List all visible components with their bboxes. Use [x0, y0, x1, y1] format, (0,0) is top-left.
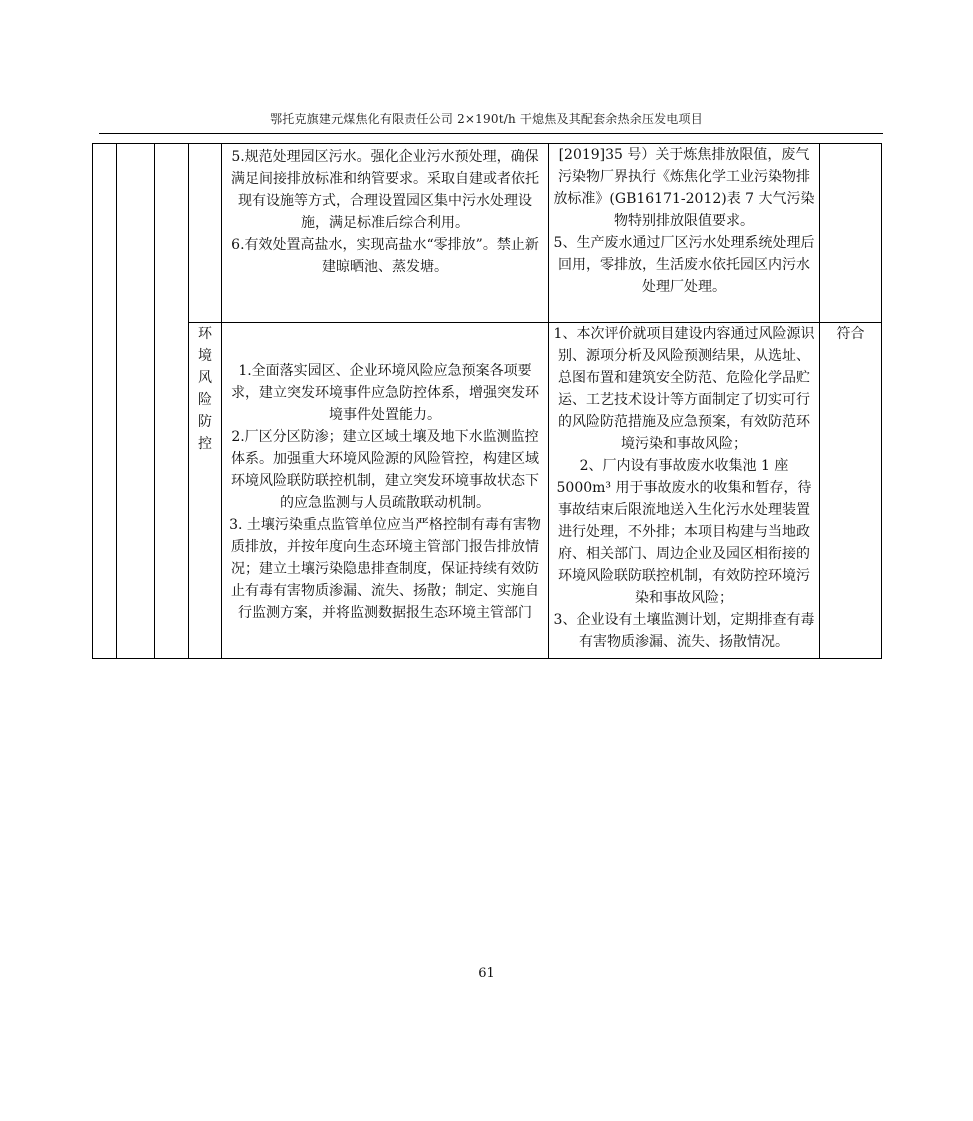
requirement-item: 5.规范处理园区污水。强化企业污水预处理，确保满足间接排放标准和纳管要求。采取自建或者依托现有设施等方式，合理设置园区集中污水处理设施，满足标准后综合利用。: [231, 149, 539, 231]
category-cell: [189, 144, 222, 323]
category-char: 境: [198, 348, 212, 364]
requirement-cell: [222, 323, 549, 659]
page-number: 61: [478, 966, 495, 981]
blank-col-1: [93, 144, 117, 659]
category-char: 险: [198, 392, 212, 408]
requirement-item: 6.有效处置高盐水，实现高盐水“零排放”。禁止新建晾晒池、蒸发塘。: [231, 237, 539, 275]
measure-item: 5、生产废水通过厂区污水处理系统处理后回用，零排放，生活废水依托园区内污水处理厂处理。: [553, 235, 815, 295]
blank-col-2: [117, 144, 155, 659]
header-rule: [99, 133, 883, 134]
category-char: 风: [198, 370, 212, 386]
table-row: [93, 144, 882, 323]
result-cell: 符合: [820, 323, 882, 659]
measure-item: 3、企业设有土壤监测计划，定期排查有毒有害物质渗漏、流失、扬散情况。: [553, 612, 815, 650]
measure-item: [2019]35 号）关于炼焦排放限值，废气污染物厂界执行《炼焦化学工业污染物排放标准》(GB16171-2012)表 7 大气污染物特别排放限值要求。: [553, 147, 815, 229]
page-header: 鄂托克旗建元煤焦化有限责任公司 2×190t/h 干熄焦及其配套余热余压发电项目: [270, 112, 703, 126]
measure-item: 1、本次评价就项目建设内容通过风险源识别、源项分析及风险预测结果，从选址、总图布置和建筑安全防范、危险化学品贮运、工艺技术设计等方面制定了切实可行的风险防范措施及应急预案，有效防范环境污染和事故风险；: [553, 326, 815, 452]
table-row: [93, 323, 882, 659]
project-measure-cell: [549, 323, 820, 659]
compliance-table: [92, 143, 882, 659]
requirement-item: 2.厂区分区防渗；建立区域土壤及地下水监测监控体系。加强重大环境风险源的风险管控，构建区域环境风险联防联控机制，建立突发环境事故状态下的应急监测与人员疏散联动机制。: [231, 428, 539, 511]
project-measure-cell: [549, 144, 820, 323]
category-char: 控: [198, 436, 212, 452]
category-cell-risk-control: [189, 323, 222, 659]
measure-item: 2、厂内设有事故废水收集池 1 座 5000m³ 用于事故废水的收集和暂存，待事故结束后限流地送入生化污水处理装置进行处理，不外排；本项目构建与当地政府、相关部门、周边企业及园区相衔接的环境风险联防联控机制，有效防控环境污染和事故风险；: [556, 458, 812, 606]
blank-col-3: [155, 144, 189, 659]
requirement-item: 3. 土壤污染重点监管单位应当严格控制有毒有害物质排放，并按年度向生态环境主管部门报告排放情况；建立土壤污染隐患排查制度，保证持续有效防止有毒有害物质渗漏、流失、扬散；制定、实施自行监测方案，并将监测数据报生态环境主管部门: [229, 516, 541, 621]
requirement-item: 1.全面落实园区、企业环境风险应急预案各项要求，建立突发环境事件应急防控体系，增强突发环境事件处置能力。: [231, 362, 539, 423]
result-cell: [820, 144, 882, 323]
requirement-cell: [222, 144, 549, 323]
category-char: 环: [198, 326, 212, 342]
category-char: 防: [198, 414, 212, 430]
